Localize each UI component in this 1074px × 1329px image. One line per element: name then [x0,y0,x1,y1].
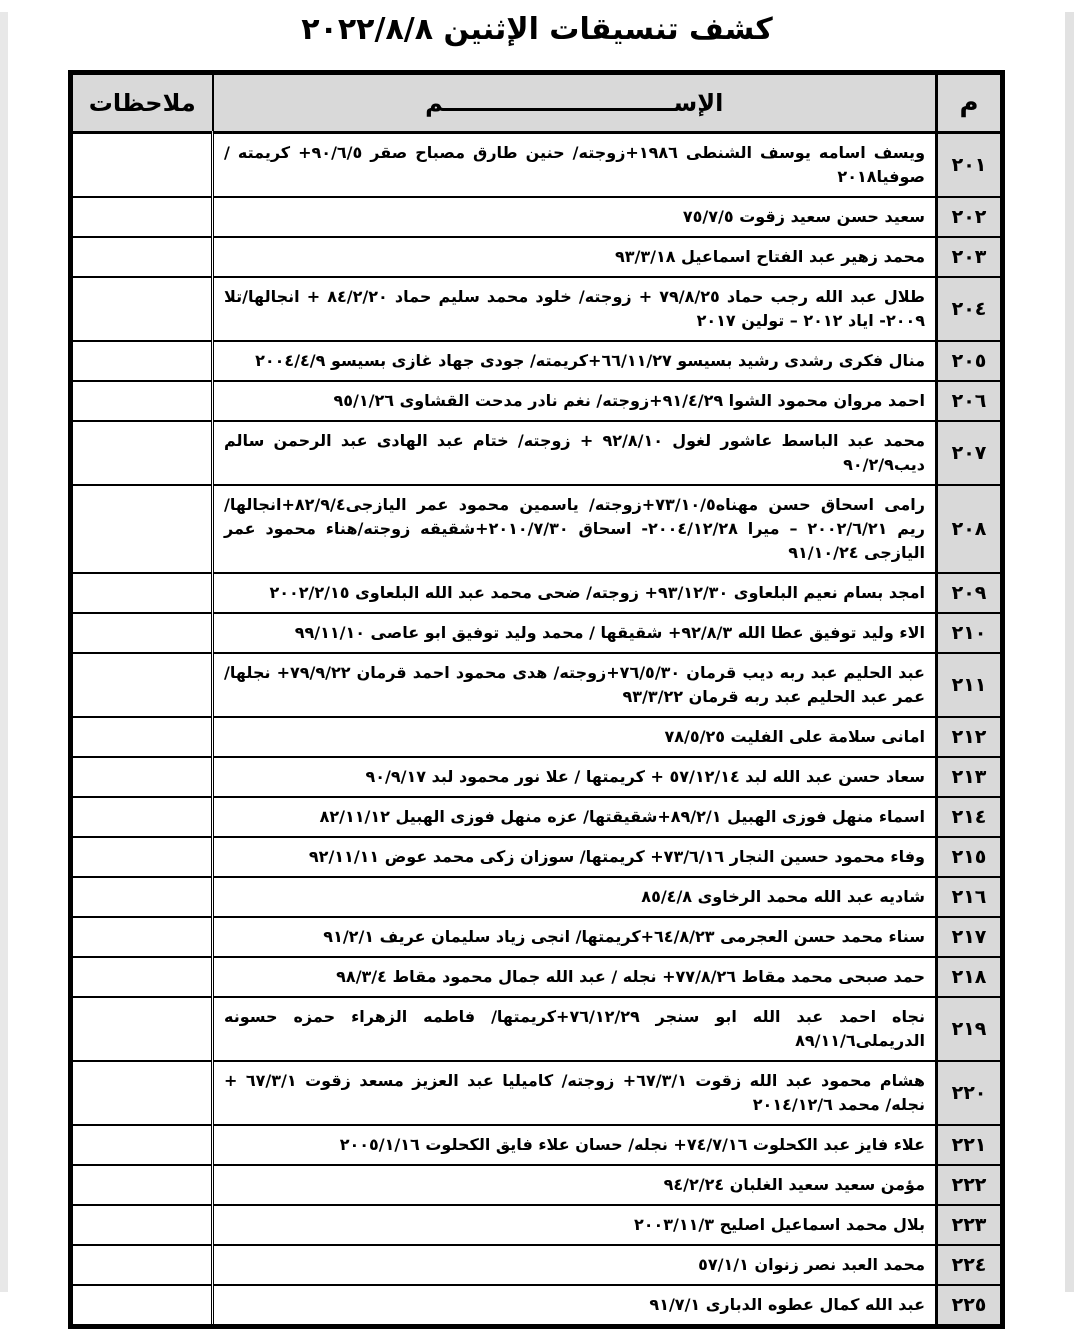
row-name-cell: وفاء محمود حسين النجار ٧٣/٦/١٦+ كريمتها/ سوزان زكى محمد عوض ٩٢/١١/١١ [213,837,937,877]
row-number-cell: ٢٠٩ [937,573,1003,613]
row-number-cell: ٢٢٣ [937,1205,1003,1245]
row-number-cell: ٢٠٢ [937,197,1003,237]
table-row [71,917,1003,957]
row-notes-cell [71,1205,213,1245]
table-row [71,997,1003,1061]
row-number-cell: ٢٠٥ [937,341,1003,381]
row-name-cell: مؤمن سعيد سعيد الغلبان ٩٤/٢/٢٤ [213,1165,937,1205]
table-row [71,837,1003,877]
row-notes-cell [71,797,213,837]
row-name-cell: اسماء منهل فوزى الهبيل ٨٩/٢/١+شقيقتها/ عزه منهل فوزى الهبيل ٨٢/١١/١٢ [213,797,937,837]
table-row [71,341,1003,381]
row-number-cell: ٢١١ [937,653,1003,717]
row-name-cell: هشام محمود عبد الله زقوت ٦٧/٣/١+ زوجته/ كاميليا عبد العزيز مسعد زقوت ٦٧/٣/١ + نجله/ محمد ٢٠١٤/١٢/٦ [213,1061,937,1125]
row-name-cell: حمد صبحى محمد مقاط ٧٧/٨/٢٦+ نجله / عبد الله جمال محمود مقاط ٩٨/٣/٤ [213,957,937,997]
row-name-cell: علاء فايز عبد الكحلوت ٧٤/٧/١٦+ نجله/ حسان علاء فايق الكحلوت ٢٠٠٥/١/١٦ [213,1125,937,1165]
row-name-cell: محمد زهير عبد الفتاح اسماعيل ٩٣/٣/١٨ [213,237,937,277]
row-notes-cell [71,573,213,613]
row-number-cell: ٢١٠ [937,613,1003,653]
header-notes: ملاحظات [71,73,213,133]
row-notes-cell [71,341,213,381]
row-number-cell: ٢٢٥ [937,1285,1003,1327]
table-row [71,1245,1003,1285]
page-edge-left [0,12,8,1292]
row-name-cell: سناء محمد حسن العجرمى ٦٤/٨/٢٣+كريمتها/ انجى زياد سليمان عريف ٩١/٢/١ [213,917,937,957]
row-name-cell: عبد الحليم عبد ربه ديب قرمان ٧٦/٥/٣٠+زوجته/ هدى محمود احمد قرمان ٧٩/٩/٢٢+ نجلها/ عمر عبد الحليم عبد ربه قرمان ٩٣/٣/٢٢ [213,653,937,717]
row-name-cell: ويسف اسامه يوسف الشنطى ١٩٨٦+زوجته/ حنين طارق مصباح صقر ٩٠/٦/٥+ كريمته / صوفيا٢٠١٨ [213,133,937,198]
row-notes-cell [71,1061,213,1125]
row-name-cell: محمد العبد نصر زنوان ٥٧/١/١ [213,1245,937,1285]
row-name-cell: محمد عبد الباسط عاشور لغول ٩٢/٨/١٠ + زوجته/ ختام عبد الهادى عبد الرحمن سالم ديب٩٠/٢/٩ [213,421,937,485]
header-name: الإســــــــــــــــــــــــــــم [213,73,937,133]
row-notes-cell [71,917,213,957]
row-notes-cell [71,717,213,757]
row-name-cell: عبد الله كمال عطوه الدبارى ٩١/٧/١ [213,1285,937,1327]
row-number-cell: ٢١٥ [937,837,1003,877]
row-notes-cell [71,837,213,877]
table-row [71,197,1003,237]
row-notes-cell [71,877,213,917]
row-name-cell: سعيد حسن سعيد زقوت ٧٥/٧/٥ [213,197,937,237]
table-row [71,877,1003,917]
row-notes-cell [71,613,213,653]
row-number-cell: ٢١٩ [937,997,1003,1061]
table-row [71,1125,1003,1165]
row-name-cell: رامى اسحاق حسن مهناه٧٣/١٠/٥+زوجته/ ياسمين محمود عمر اليازجى٨٢/٩/٤+انجالها/ ريم ٢٠٠٢/٦/٢١ – ميرا ٢٠٠٤/١٢/٢٨- اسحاق ٢٠١٠/٧/٣٠+شقيقه زوجته/هناء محمود عمر اليازجى ٩١/١٠/٢٤ [213,485,937,573]
table-row [71,613,1003,653]
row-number-cell: ٢١٨ [937,957,1003,997]
row-notes-cell [71,1245,213,1285]
row-notes-cell [71,485,213,573]
row-number-cell: ٢١٧ [937,917,1003,957]
table-row [71,757,1003,797]
table-row [71,573,1003,613]
row-number-cell: ٢٢٠ [937,1061,1003,1125]
table-row [71,421,1003,485]
row-notes-cell [71,421,213,485]
table-row [71,957,1003,997]
row-name-cell: سعاد حسن عبد الله لبد ٥٧/١٢/١٤ + كريمتها / علا نور محمود لبد ٩٠/٩/١٧ [213,757,937,797]
coordination-table [68,70,1005,1329]
row-name-cell: نجاه احمد عبد الله ابو سنجر ٧٦/١٢/٢٩+كريمتها/ فاطمه الزهراء حمزه حسونه الدريملى٨٩/١١/٦ [213,997,937,1061]
row-notes-cell [71,1285,213,1327]
table-row [71,653,1003,717]
row-name-cell: منال فكرى رشدى رشيد بسيسو ٦٦/١١/٢٧+كريمته/ جودى جهاد غازى بسيسو ٢٠٠٤/٤/٩ [213,341,937,381]
row-notes-cell [71,757,213,797]
table-row [71,717,1003,757]
row-number-cell: ٢١٦ [937,877,1003,917]
row-number-cell: ٢٠٣ [937,237,1003,277]
table-row [71,485,1003,573]
row-number-cell: ٢٢١ [937,1125,1003,1165]
row-notes-cell [71,957,213,997]
table-row [71,237,1003,277]
page-edge-right [1065,12,1074,1292]
row-name-cell: طلال عبد الله رجب حماد ٧٩/٨/٢٥ + زوجته/ خلود محمد سليم حماد ٨٤/٢/٢٠ + انجالها/تلا ٢٠٠٩- اياد ٢٠١٢ – تولين ٢٠١٧ [213,277,937,341]
row-notes-cell [71,997,213,1061]
table-row [71,1165,1003,1205]
table-row [71,1285,1003,1327]
row-number-cell: ٢٠٧ [937,421,1003,485]
table-container [73,70,1005,1329]
row-number-cell: ٢٠٦ [937,381,1003,421]
row-number-cell: ٢٢٢ [937,1165,1003,1205]
row-name-cell: شاديه عبد الله محمد الرخاوى ٨٥/٤/٨ [213,877,937,917]
table-row [71,797,1003,837]
row-notes-cell [71,1125,213,1165]
row-number-cell: ٢٠١ [937,133,1003,198]
row-name-cell: امانى سلامة على الفليت ٧٨/٥/٢٥ [213,717,937,757]
row-name-cell: بلال محمد اسماعيل اصليح ٢٠٠٣/١١/٣ [213,1205,937,1245]
row-number-cell: ٢٠٤ [937,277,1003,341]
row-name-cell: الاء وليد توفيق عطا الله ٩٢/٨/٣+ شقيقها / محمد وليد توفيق ابو عاصى ٩٩/١١/١٠ [213,613,937,653]
row-number-cell: ٢١٢ [937,717,1003,757]
table-row [71,277,1003,341]
row-name-cell: احمد مروان محمود الشوا ٩١/٤/٢٩+زوجته/ نغم نادر مدحت القشاوى ٩٥/١/٢٦ [213,381,937,421]
header-row [71,73,1003,133]
row-notes-cell [71,653,213,717]
row-number-cell: ٢٢٤ [937,1245,1003,1285]
table-row [71,381,1003,421]
row-notes-cell [71,1165,213,1205]
page-title: كشف تنسيقات الإثنين ٢٠٢٢/٨/٨ [301,12,773,47]
row-number-cell: ٢٠٨ [937,485,1003,573]
table-row [71,133,1003,198]
row-notes-cell [71,381,213,421]
row-notes-cell [71,237,213,277]
row-number-cell: ٢١٣ [937,757,1003,797]
row-notes-cell [71,277,213,341]
row-number-cell: ٢١٤ [937,797,1003,837]
table-row [71,1061,1003,1125]
header-number: م [937,73,1003,133]
row-notes-cell [71,197,213,237]
table-header [71,73,1003,133]
table-row [71,1205,1003,1245]
table-body [71,133,1003,1327]
row-notes-cell [71,133,213,198]
row-name-cell: امجد بسام نعيم البلعاوى ٩٣/١٢/٣٠+ زوجته/ ضحى محمد عبد الله البلعاوى ٢٠٠٢/٢/١٥ [213,573,937,613]
